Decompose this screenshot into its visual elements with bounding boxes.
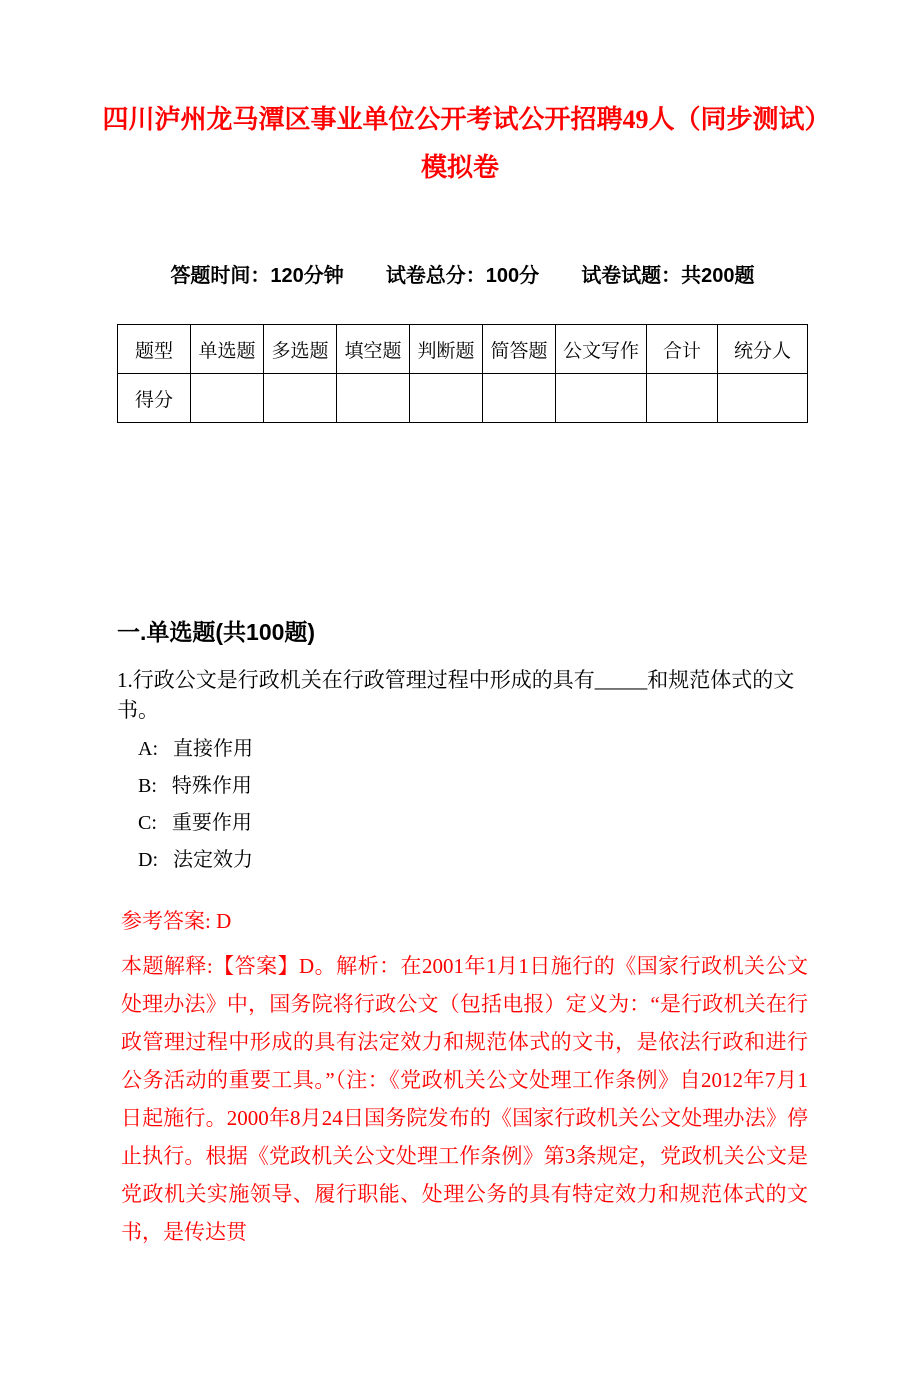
score-row-label: 得分	[118, 374, 191, 423]
score-cell-empty	[264, 374, 337, 423]
score-table	[117, 324, 808, 423]
score-table-header-cell: 统分人	[718, 325, 808, 374]
score-table-header-cell: 题型	[118, 325, 191, 374]
option-b	[138, 768, 808, 805]
exam-meta-line	[117, 262, 808, 290]
answer-explanation: 本题解释:【答案】D。解析：在2001年1月1日施行的《国家行政机关公文处理办法》中，国务院将行政公文（包括电报）定义为：“是行政机关在行政管理过程中形成的具有法定效力和规范体式的文书，是依法行政和进行公务活动的重要工具。”（注：《党政机关公文处理工作条例》自2012年7月1日起施行。2000年8月24日国务院发布的《国家行政机关公文处理办法》停止执行。根据《党政机关公文处理工作条例》第3条规定，党政机关公文是党政机关实施领导、履行职能、处理公务的具有特定效力和规范体式的文书，是传达贯	[121, 954, 808, 1244]
option-c	[138, 805, 808, 842]
option-c-label: C:	[138, 812, 157, 834]
score-table-header-cell: 公文写作	[556, 325, 647, 374]
score-cell-empty	[410, 374, 483, 423]
reference-answer: 参考答案: D	[121, 909, 232, 933]
score-cell-empty	[337, 374, 410, 423]
score-table-header-cell: 填空题	[337, 325, 410, 374]
score-cell-empty	[647, 374, 718, 423]
score-cell-empty	[483, 374, 556, 423]
meta-answer-time: 答题时间：120分钟	[170, 265, 344, 287]
option-a-label: A:	[138, 738, 158, 760]
option-b-label: B:	[138, 775, 157, 797]
score-table-header-cell: 多选题	[264, 325, 337, 374]
option-d	[138, 842, 808, 879]
score-cell-empty	[718, 374, 808, 423]
score-table-header-cell: 单选题	[191, 325, 264, 374]
score-table-score-row	[118, 374, 808, 423]
option-d-text: 法定效力	[173, 849, 253, 871]
option-d-label: D:	[138, 849, 158, 871]
score-table-header-cell: 判断题	[410, 325, 483, 374]
option-a	[138, 731, 808, 768]
option-c-text: 重要作用	[171, 812, 252, 834]
question-options	[138, 731, 808, 879]
score-table-header-cell: 简答题	[483, 325, 556, 374]
exam-paper-page	[0, 96, 920, 1398]
question-text: 1.行政公文是行政机关在行政管理过程中形成的具有_____和规范体式的文书。	[117, 668, 795, 722]
option-b-text: 特殊作用	[171, 775, 252, 797]
paper-title: 四川泸州龙马潭区事业单位公开考试公开招聘49人（同步测试）模拟卷	[102, 105, 818, 182]
meta-total-score: 试卷总分：100分	[385, 265, 540, 287]
section-heading: 一.单选题(共100题)	[117, 619, 316, 645]
score-table-header-row	[118, 325, 808, 374]
score-cell-empty	[556, 374, 647, 423]
score-table-header-cell: 合计	[647, 325, 718, 374]
option-a-text: 直接作用	[173, 738, 253, 760]
score-cell-empty	[191, 374, 264, 423]
meta-question-count: 试卷试题：共200题	[581, 265, 755, 287]
